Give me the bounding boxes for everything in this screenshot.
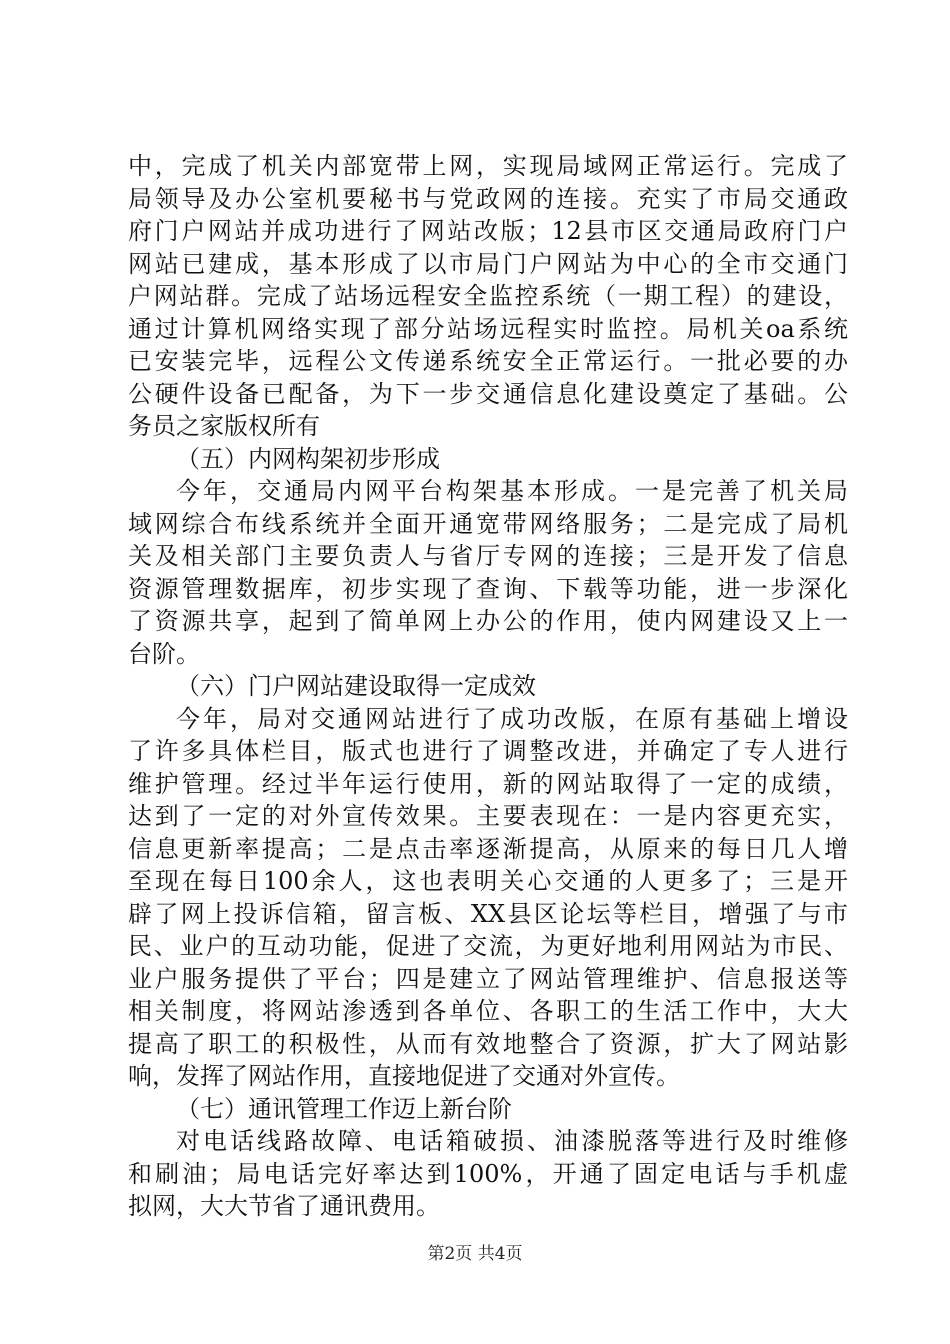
- text-line: 户网站群。完成了站场远程安全监控系统（一期工程）的建设，: [128, 282, 848, 310]
- document-body: [128, 150, 848, 1223]
- text-line: 中，完成了机关内部宽带上网，实现局域网正常运行。完成了: [128, 152, 848, 180]
- text-line: 今年，局对交通网站进行了成功改版，在原有基础上增设: [176, 704, 848, 733]
- section-heading: （六）门户网站建设取得一定成效: [176, 672, 536, 700]
- text-line: 达到了一定的对外宣传效果。主要表现在：一是内容更充实，: [128, 802, 848, 830]
- text-line: 域网综合布线系统并全面开通宽带网络服务；二是完成了局机: [128, 509, 848, 538]
- text-line: 府门户网站并成功进行了网站改版；12县市区交通局政府门户: [128, 217, 848, 245]
- text-line: 和刷油；局电话完好率达到100%，开通了固定电话与手机虚: [128, 1159, 848, 1188]
- text-line: 网站已建成，基本形成了以市局门户网站为中心的全市交通门: [128, 249, 848, 278]
- text-line: 资源管理数据库，初步实现了查询、下载等功能，进一步深化: [128, 574, 848, 603]
- text-line: 了资源共享，起到了简单网上办公的作用，使内网建设又上一: [128, 607, 848, 635]
- text-line: 提高了职工的积极性，从而有效地整合了资源，扩大了网站影: [128, 1029, 848, 1058]
- text-line: 维护管理。经过半年运行使用，新的网站取得了一定的成绩，: [128, 769, 848, 798]
- text-line: 今年，交通局内网平台构架基本形成。一是完善了机关局: [176, 477, 848, 505]
- text-line: 对电话线路故障、电话箱破损、油漆脱落等进行及时维修: [176, 1127, 848, 1155]
- text-line: 至现在每日100余人，这也表明关心交通的人更多了；三是开: [128, 867, 848, 895]
- text-line: 关及相关部门主要负责人与省厅专网的连接；三是开发了信息: [128, 542, 848, 570]
- text-line: 民、业户的互动功能，促进了交流，为更好地利用网站为市民、: [128, 932, 848, 960]
- text-line: 已安装完毕，远程公文传递系统安全正常运行。一批必要的办: [128, 347, 848, 375]
- section-heading: （七）通讯管理工作迈上新台阶: [176, 1094, 512, 1123]
- text-line: 局领导及办公室机要秘书与党政网的连接。充实了市局交通政: [128, 184, 848, 213]
- text-line: 拟网，大大节省了通讯费用。: [128, 1192, 440, 1220]
- text-line: 台阶。: [128, 639, 200, 668]
- text-line: 相关制度，将网站渗透到各单位、各职工的生活工作中，大大: [128, 997, 848, 1025]
- section-heading: （五）内网构架初步形成: [176, 444, 440, 473]
- text-line: 辟了网上投诉信箱，留言板、XX县区论坛等栏目，增强了与市: [128, 899, 848, 928]
- text-line: 务员之家版权所有: [128, 412, 320, 440]
- text-line: 业户服务提供了平台；四是建立了网站管理维护、信息报送等: [128, 964, 848, 993]
- text-line: 公硬件设备已配备，为下一步交通信息化建设奠定了基础。公: [128, 379, 848, 408]
- text-line: 了许多具体栏目，版式也进行了调整改进，并确定了专人进行: [128, 737, 848, 765]
- text-line: 响，发挥了网站作用，直接地促进了交通对外宣传。: [128, 1062, 680, 1090]
- text-line: 信息更新率提高；二是点击率逐渐提高，从原来的每日几人增: [128, 834, 848, 863]
- text-line: 通过计算机网络实现了部分站场远程实时监控。局机关oa系统: [128, 314, 848, 343]
- page-footer: 第2页 共4页: [427, 1244, 523, 1264]
